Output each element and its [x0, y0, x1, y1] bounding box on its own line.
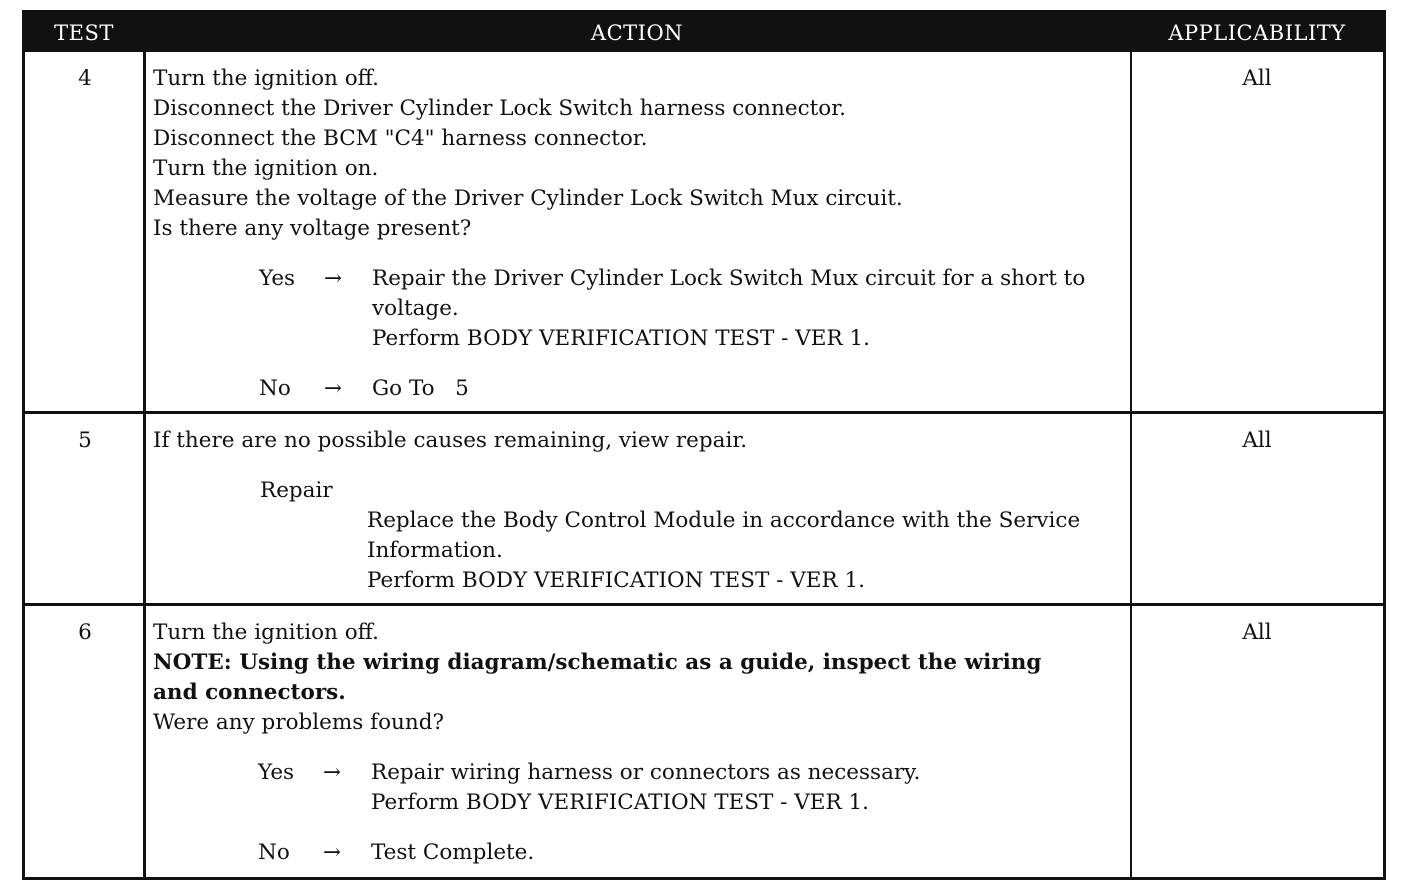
- row-divider: [25, 603, 1383, 606]
- yes-action: Repair the Driver Cylinder Lock Switch Mux circuit for a short to: [372, 266, 1086, 291]
- test-number: 4: [78, 66, 92, 91]
- yes-action: Repair wiring harness or connectors as necessary.: [371, 760, 921, 785]
- note-text: NOTE: Using the wiring diagram/schematic as a guide, inspect the wiring: [153, 650, 1042, 675]
- yes-action: Perform BODY VERIFICATION TEST - VER 1.: [371, 790, 870, 815]
- test-number: 5: [78, 428, 92, 453]
- applicability-value: All: [1242, 66, 1272, 91]
- arrow-right-icon: →: [324, 266, 343, 291]
- note-text: and connectors.: [153, 680, 346, 705]
- step-text: If there are no possible causes remaining, view repair.: [153, 428, 748, 453]
- header-action: ACTION: [590, 21, 684, 45]
- no-label: No: [259, 376, 291, 401]
- yes-label: Yes: [259, 266, 296, 291]
- question-text: Is there any voltage present?: [153, 216, 472, 241]
- no-action: Test Complete.: [371, 840, 535, 865]
- no-action: Go To 5: [372, 376, 469, 401]
- step-text: Disconnect the Driver Cylinder Lock Switch harness connector.: [153, 96, 846, 121]
- row-divider: [25, 411, 1383, 414]
- yes-action: voltage.: [372, 296, 459, 321]
- test-number: 6: [78, 620, 92, 645]
- step-text: Disconnect the BCM "C4" harness connector.: [153, 126, 648, 151]
- repair-label: Repair: [260, 478, 333, 503]
- step-text: Turn the ignition off.: [153, 620, 379, 645]
- no-label: No: [258, 840, 290, 865]
- repair-action: Perform BODY VERIFICATION TEST - VER 1.: [367, 568, 866, 593]
- step-text: Turn the ignition off.: [153, 66, 379, 91]
- step-text: Measure the voltage of the Driver Cylinder Lock Switch Mux circuit.: [153, 186, 903, 211]
- diagnostic-test-table: [22, 10, 1386, 880]
- applicability-value: All: [1242, 428, 1272, 453]
- table-header: [25, 13, 1383, 52]
- column-divider: [143, 52, 146, 880]
- yes-label: Yes: [258, 760, 295, 785]
- arrow-right-icon: →: [323, 840, 342, 865]
- repair-action: Replace the Body Control Module in accordance with the Service: [367, 508, 1081, 533]
- yes-action: Perform BODY VERIFICATION TEST - VER 1.: [372, 326, 871, 351]
- repair-action: Information.: [367, 538, 503, 563]
- header-applicability: APPLICABILITY: [1168, 21, 1346, 45]
- applicability-value: All: [1242, 620, 1272, 645]
- header-test: TEST: [54, 21, 114, 45]
- question-text: Were any problems found?: [153, 710, 445, 735]
- step-text: Turn the ignition on.: [153, 156, 379, 181]
- column-divider: [1130, 52, 1132, 880]
- arrow-right-icon: →: [323, 760, 342, 785]
- arrow-right-icon: →: [324, 376, 343, 401]
